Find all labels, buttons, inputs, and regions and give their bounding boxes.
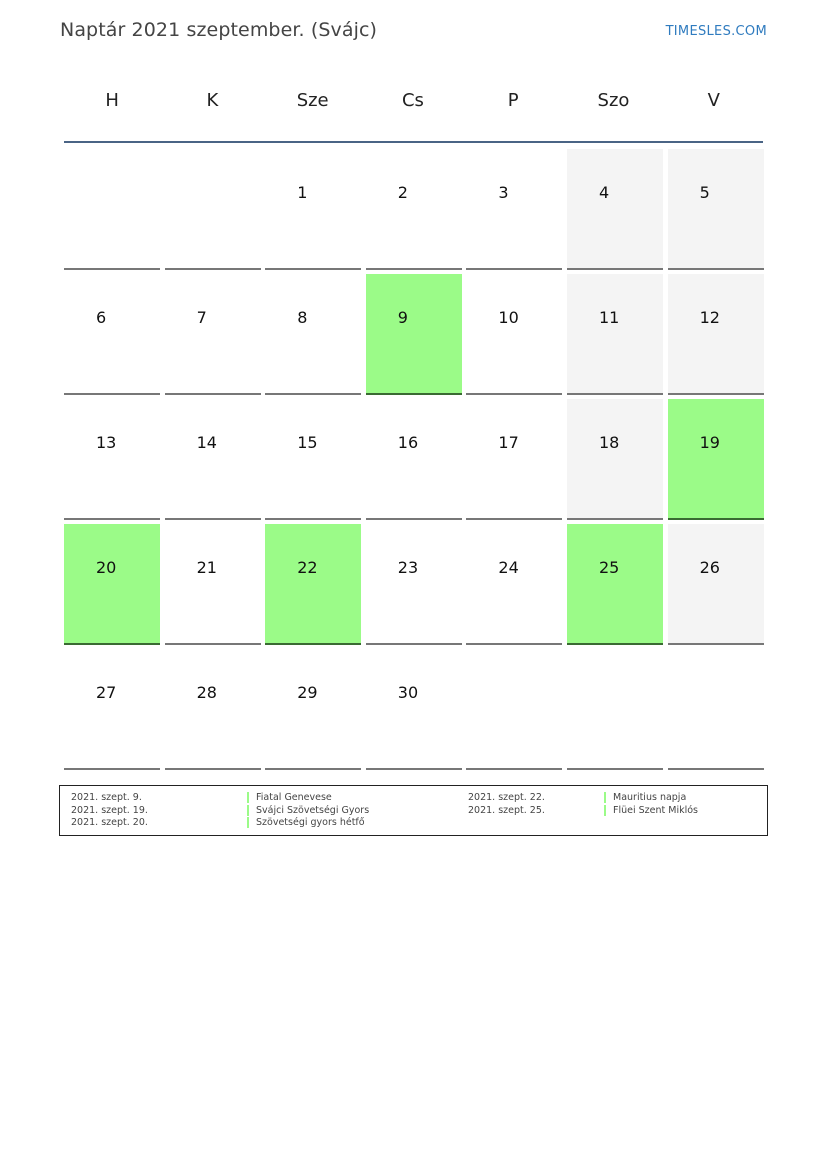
day-number: 30 [397,683,419,702]
day-cell[interactable] [64,399,160,520]
legend-date: 2021. szept. 25. [468,804,545,816]
day-number: 15 [297,433,318,452]
day-number: 10 [498,308,519,327]
day-cell[interactable] [165,649,261,770]
day-cell[interactable] [466,274,562,395]
empty-day-cell [668,649,764,770]
day-cell[interactable] [366,149,462,270]
weekday-label: Szo [597,90,630,111]
day-cell[interactable] [466,399,562,520]
day-cell[interactable] [466,149,562,270]
day-cell[interactable] [668,524,764,645]
weekday-header [62,90,764,111]
week-row [64,399,764,524]
header-divider [64,141,763,143]
empty-day-cell [466,649,562,770]
week-row [64,274,764,399]
day-number: 17 [498,433,519,452]
day-cell[interactable] [64,274,160,395]
day-cell[interactable] [165,399,261,520]
weekday-label: Sze [296,90,329,111]
day-number: 12 [699,308,720,327]
day-number: 26 [699,558,720,577]
weekday-label: P [507,90,519,111]
legend-date: 2021. szept. 19. [71,804,148,816]
legend-date: 2021. szept. 22. [468,792,545,803]
day-number: 9 [397,308,408,327]
day-number: 7 [196,308,207,327]
day-cell[interactable] [265,649,361,770]
day-cell[interactable] [265,274,361,395]
day-number: 21 [196,558,217,577]
day-number: 13 [96,433,117,452]
day-number: 4 [599,183,610,202]
holiday-day-cell[interactable] [668,399,764,520]
weekday-label: H [105,90,119,111]
day-number: 16 [397,433,419,452]
day-number: 6 [96,308,107,327]
empty-day-cell [165,149,261,270]
day-number: 29 [297,683,318,702]
legend-holiday-name: Flüei Szent Miklós [604,805,698,816]
day-cell[interactable] [567,149,663,270]
day-cell[interactable] [64,649,160,770]
empty-day-cell [567,649,663,770]
weekday-label: V [707,90,720,111]
day-number: 20 [96,558,117,577]
day-cell[interactable] [265,149,361,270]
day-cell[interactable] [366,649,462,770]
brand-link[interactable]: TIMESLES.COM [665,24,767,39]
week-row [64,524,764,649]
holiday-legend [59,785,768,836]
day-number: 3 [498,183,509,202]
day-number: 2 [397,183,408,202]
day-number: 18 [599,433,620,452]
day-number: 8 [297,308,308,327]
day-number: 28 [196,683,217,702]
holiday-day-cell[interactable] [567,524,663,645]
weekday-label: K [206,90,219,111]
day-number: 22 [297,558,318,577]
week-row [64,649,764,774]
day-cell[interactable] [366,524,462,645]
day-cell[interactable] [366,399,462,520]
day-cell[interactable] [165,524,261,645]
legend-holiday-name: Szövetségi gyors hétfő [247,817,365,828]
day-cell[interactable] [265,399,361,520]
holiday-day-cell[interactable] [64,524,160,645]
day-number: 25 [599,558,620,577]
legend-date: 2021. szept. 20. [71,817,148,828]
day-cell[interactable] [466,524,562,645]
legend-holiday-name: Svájci Szövetségi Gyors [247,805,369,816]
week-row [64,149,764,274]
day-cell[interactable] [567,399,663,520]
day-number: 24 [498,558,519,577]
day-cell[interactable] [668,274,764,395]
empty-day-cell [64,149,160,270]
holiday-day-cell[interactable] [265,524,361,645]
day-number: 19 [699,433,720,452]
calendar-grid [64,149,764,774]
day-number: 11 [599,308,620,327]
day-number: 23 [397,558,419,577]
legend-holiday-name: Fiatal Genevese [247,792,332,803]
legend-date: 2021. szept. 9. [71,792,142,803]
weekday-label: Cs [401,90,424,111]
day-number: 14 [196,433,217,452]
day-cell[interactable] [668,149,764,270]
holiday-day-cell[interactable] [366,274,462,395]
day-cell[interactable] [165,274,261,395]
day-number: 27 [96,683,117,702]
page-title: Naptár 2021 szeptember. (Svájc) [60,19,378,41]
day-number: 1 [297,183,308,202]
day-number: 5 [699,183,710,202]
day-cell[interactable] [567,274,663,395]
legend-holiday-name: Mauritius napja [604,792,686,803]
